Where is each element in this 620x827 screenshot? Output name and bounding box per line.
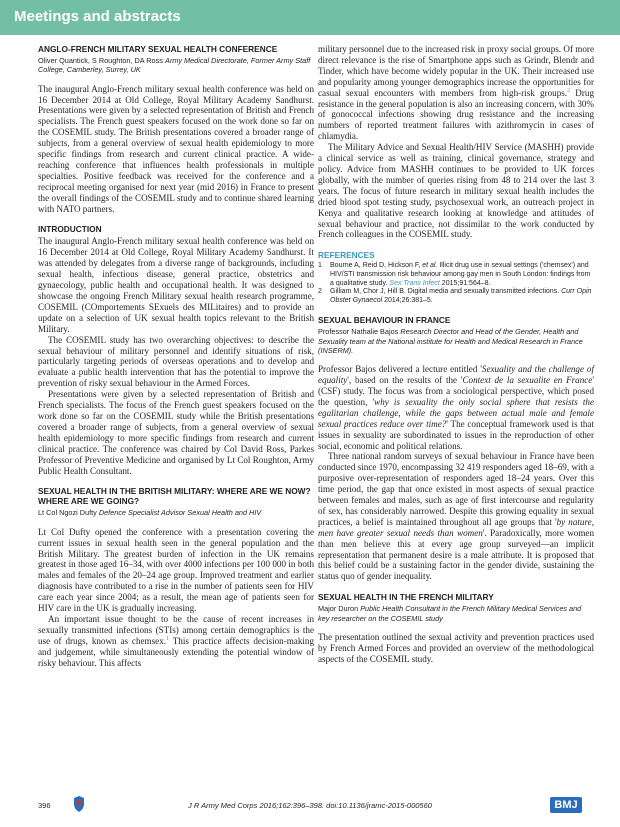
british-military-authors	[38, 508, 314, 517]
conference-authors	[38, 56, 314, 75]
reference-item: 1 Bourne A, Reid D, Hickson F, et al. Illicit drug use in sexual settings ('chemsex') and HIV/STI transmission risk behaviour among gay men in South London: findings from a qualitative study. Sex Trans Infect 2015;91:564–8.	[318, 262, 591, 287]
french-military-authors	[318, 604, 594, 623]
british-paragraph-continued: military personnel due to the increased risk in proxy social groups. Of more direct relevance is the rise of Smartphone apps such as Grindr, Blendr and Tinder, which have become widely popular in the UK. Their increased use and popularity among younger demographics increase the opportunities for casual sexual encounters with members from high-risk groups.$^2$ Drug resistance in the general population is also an increasing concern, with 30% of gonococcal infections showing drug resistance and the increasing numbers of reported treatment failures with azithromycin in cases of chlamydia.	[318, 44, 594, 142]
abstract-paragraph: The inaugural Anglo-French military sexual health conference was held on 16 December 2014 at Old College, Royal Military Academy Sandhurst. Presentations were given by a selected representation of British and French specialists. The French guest speakers focused on the work done so far on the COSEMIL study. The British presentations covered a broader range of subjects, from a general overview of sexual health epidemiology to more specific findings from research and current clinical practice. A wide-reaching conference that influences health professionals in multiple specialties. Positive feedback was received for the conference and a reciprocal meeting organised for next year (mid 2016) in France to present the overall findings of the COSEMIL study and to continue shared learning with NATO partners.	[38, 83, 314, 214]
france-authors	[318, 327, 594, 355]
intro-paragraph-2: The COSEMIL study has two overarching objectives: to describe the sexual behaviour of military personnel and identify situations of risk, particularly targeting periods of overseas operations and to develop and evaluate a public health intervention that has the potential to improve the prevention of risky sexual behaviour in the Armed Forces.	[38, 334, 314, 389]
author-affiliation: Research Director and Head of the Gender, Health and Sexuality team at the National institute for Health and Medical Research in France (INSERM).	[318, 327, 583, 355]
france-paragraph-2: Three national random surveys of sexual behaviour in France have been conducted since 1970, encompassing 32 419 responders aged 18–69, with a purposive over-representation of responders aged 18–24 years. Over this time period, the gap that once existed in most aspects of sexual practice between females and males, such as age of first intercourse and regularity of sex, has considerably narrowed. Despite this growing equality in sexual practices, a belief is maintained throughout all age groups that 'by nature, men have greater sexual needs than women'. Paradoxically, more women than men believe this at every age group surveyed—an implicit representation that permanent desire is a male attribute. It is proposed that this belief could be a sustaining factor in the gender divide, sustaining the status quo of gender inequality.	[318, 451, 594, 582]
journal-link[interactable]: Sex Trans Infect	[389, 279, 440, 287]
british-paragraph-mashh: The Military Advice and Sexual Health/HIV Service (MASHH) provide a clinical service as well as training, clinical governance, strategy and policy. Advice from MASHH continues to be provided to UK forces globally, with the number of queries rising from 48 to 214 over the last 3 years. The focus of future research in military sexual health includes the dried blood spot testing study, psychosexual work, an outreach project in Kenya and qualitative research looking at knowledge and attitudes of sexual behaviour and practice, not dissimilar to the work conducted by French colleagues in the COSEMIL study.	[318, 142, 594, 240]
journal-citation: J R Army Med Corps 2016;162:396–398. doi:10.1136/jramc-2015-000560	[188, 801, 432, 810]
author-names: Professor Nathalie Bajos	[318, 327, 399, 337]
page-number: 396	[38, 801, 51, 810]
section-title-sexual-behaviour-france: SEXUAL BEHAVIOUR IN FRANCE	[318, 315, 451, 326]
section-title-conference: ANGLO-FRENCH MILITARY SEXUAL HEALTH CONFERENCE	[38, 44, 278, 54]
intro-paragraph-3: Presentations were given by a selected representation of British and French specialists. The focus of the French guest speakers focused on the work done so far on the COSEMIL study while the British presentations covered a broader range of subjects, from a general overview of sexual health epidemiology to more specific findings from research and current clinical practice. The conference was chaired by Col David Ross, Parkes Professor of Preventive Medicine and organised by Lt Col Roughton, Army Public Health Consultant.	[38, 389, 314, 476]
author-names: Major Duron	[318, 604, 359, 614]
section-title-british-military: SEXUAL HEALTH IN THE BRITISH MILITARY: WHERE ARE WE NOW? WHERE ARE WE GOING?	[38, 486, 311, 507]
author-names: Oliver Quantick, S Roughton, DA Ross	[38, 56, 163, 65]
reference-link-2[interactable]: 2	[567, 87, 571, 94]
bmj-logo: BMJ	[550, 797, 582, 813]
banner-title: Meetings and abstracts	[14, 8, 181, 25]
author-affiliation: Army Medical Directorate, Former Army Staff College, Camberley, Surrey, UK	[38, 56, 311, 75]
section-title-introduction: INTRODUCTION	[38, 224, 102, 235]
british-paragraph-1: Lt Col Dufty opened the conference with a presentation covering the current issues in sexual health seen in the general population and the British Military. The greatest burden of infection in the UK remains greatest in those aged 16–34, with over 4000 infections per 100 000 in both males and females of the 20–24 age group. Improved treatment and earlier diagnosis have contributed to a rise in the number of patients seen for HIV care each year since 2004; as a result, the mean age of patients seen for HIV care in the UK is gradually increasing.	[38, 526, 314, 614]
british-paragraph-2: An important issue thought to be the cause of recent increases in sexually transmitted infections (STIs) among certain demographics is the use of drugs, known as chemsex.$^1$ This practice affects decision-making and judgement, while simultaneously extending the potential window of risky behaviour. This affects	[38, 613, 314, 668]
section-title-french-military: SEXUAL HEALTH IN THE FRENCH MILITARY	[318, 592, 494, 603]
author-affiliation: Defence Specialist Advisor Sexual Health and HIV	[98, 508, 262, 518]
reference-item: 2 Gilliam M, Chor J, Hill B. Digital media and sexually transmitted infections. Curr Opin Obstet Gynaecol 2014;26:381–5.	[318, 288, 592, 304]
author-affiliation: Public Health Consultant in the French Military Medical Services and key researcher on the COSEMIL study	[318, 604, 582, 623]
french-military-paragraph: The presentation outlined the sexual activity and prevention practices used by French Armed Forces and provided an overview of the methodological aspects of the COSEMIL study.	[318, 631, 594, 664]
right-column	[318, 44, 594, 665]
reference-link-1[interactable]: 1	[166, 635, 170, 642]
author-names: Lt Col Ngozi Dufty	[38, 508, 97, 518]
intro-paragraph-1: The inaugural Anglo-French military sexual health conference was held on 16 December 2014 at Old College, Royal Military Academy Sandhurst. It was attended by delegates from a diverse range of backgrounds, including sexual health, infectious disease, general practice, obstetrics and gynaecology, public health and occupational health. It was designed to showcase the ongoing French Military sexual health research programme, COSEMIL (COmportements SExuels des MILitaires) and to provide an update on a selection of UK sexual health topics relevant to the British Military.	[38, 236, 314, 334]
page-footer	[38, 797, 582, 817]
left-column	[38, 44, 314, 668]
section-banner	[0, 0, 620, 35]
france-paragraph-1: Professor Bajos delivered a lecture entitled 'Sexuality and the challenge of equality', based on the results of the 'Context de la sexualite en France' (CSF) study. The focus was from a sociological perspective, which posed the question, 'why is sexuality the only social sphere that resists the egalitarian challenge, while the gaps between actual male and female sexual practices reduce over time?' The conceptual framework used is that issues in sexuality are subordinated to issues in the reproduction of other social, economic and political relations.	[318, 364, 594, 451]
references-heading: REFERENCES	[318, 250, 375, 261]
